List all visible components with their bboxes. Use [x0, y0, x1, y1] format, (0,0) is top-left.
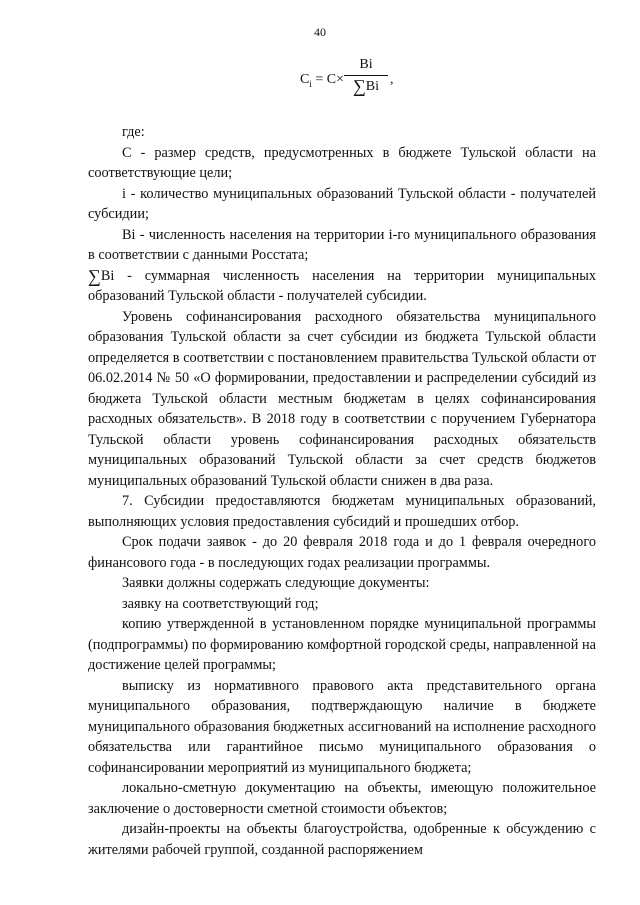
paragraph-def-bi: Bi - численность населения на территории i-го муниципального образования в соответствии с данными Росстата; [88, 226, 596, 263]
formula-numerator: Bi [359, 57, 373, 72]
paragraph-doc-design-projects: дизайн-проекты на объекты благоустройства, одобренные к обсуждению с жителями рабочей группой, созданной распоряжением [88, 821, 596, 858]
paragraph-def-i: i - количество муниципальных образований Тульской области - получателей субсидии; [88, 185, 596, 222]
sigma-symbol: ∑ [88, 265, 101, 286]
formula-coef: C [326, 72, 337, 87]
formula-fraction [344, 56, 388, 95]
formula-comma: , [390, 72, 394, 87]
fraction-bar [344, 75, 388, 76]
paragraph-where: где: [122, 124, 145, 140]
paragraph-def-c: С - размер средств, предусмотренных в бюджете Тульской области на соответствующие цели; [88, 144, 596, 181]
body-text [88, 122, 596, 860]
paragraph-item-7: 7. Субсидии предоставляются бюджетам муниципальных образований, выполняющих условия предоставления субсидий и прошедших отбор. [88, 493, 596, 530]
paragraph-cofinancing-level: Уровень софинансирования расходного обязательства муниципального образования Тульской области за счет субсидии из бюджета Тульской области определяется в соответствии с постановлением правительства Тульской области от 06.02.2014 № 50 «О формировании, предоставлении и распределении субсидий из бюджета Тульской области местным бюджетам в целях софинансирования расходных обязательств». В 2018 году в соответствии с поручением Губернатора Тульской области уровень софинансирования расходных обязательств муниципальных образований Тульской области за счет средств бюджетов муниципальных образований Тульской области снижен в два раза. [88, 308, 596, 489]
sigma-symbol: ∑ [352, 76, 366, 96]
formula-lhs [300, 72, 344, 89]
paragraph-doc-estimates: локально-сметную документацию на объекты, имеющую положительное заключение о достоверности сметной стоимости объектов; [88, 780, 596, 817]
formula-lhs-var: C [300, 72, 310, 87]
paragraph-deadline: Срок подачи заявок - до 20 февраля 2018 года и до 1 февраля очередного финансового года - в последующих годах реализации программы. [88, 534, 596, 571]
formula-lhs-sub: i [309, 78, 312, 89]
paragraph-doc-program-copy: копию утвержденной в установленном порядке муниципальной программы (подпрограммы) по формированию комфортной городской среды, направленной на достижение целей программы; [88, 616, 596, 673]
formula-times: × [336, 72, 345, 87]
paragraph-doc-application: заявку на соответствующий год; [122, 595, 319, 612]
paragraph-def-sum-bi [88, 266, 596, 307]
page-number: 40 [314, 25, 326, 39]
paragraph-def-sum-bi-text: Bi - суммарная численность населения на территории муниципальных образований Тульской области - получателей субсидии. [88, 267, 596, 304]
formula-denominator-var: Bi [365, 79, 380, 94]
formula-equals: = [315, 72, 324, 87]
paragraph-required-docs: Заявки должны содержать следующие документы: [122, 575, 430, 591]
paragraph-doc-budget-extract: выписку из нормативного правового акта представительного органа муниципального образования, подтверждающую наличие в бюджете муниципального образования бюджетных ассигнований на исполнение расходного обязательства или гарантийное письмо муниципального образования о софинансировании мероприятий из муниципального бюджета; [88, 677, 596, 776]
formula-denominator [344, 77, 388, 95]
